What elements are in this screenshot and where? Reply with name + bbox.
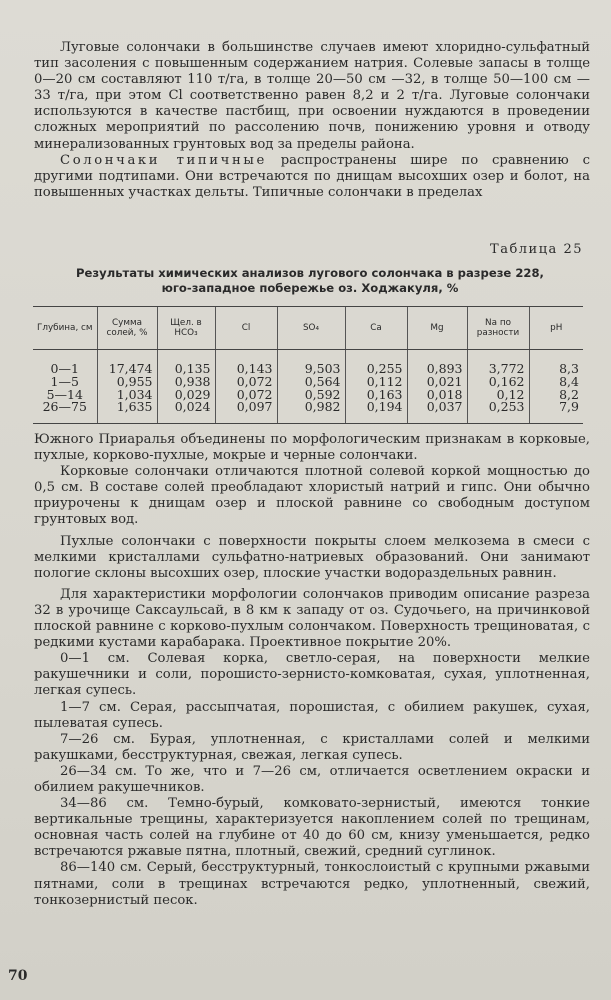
table-cell: 0,024 xyxy=(157,401,215,423)
table-cell: 0,592 xyxy=(277,389,345,402)
paragraph-crust-solonchaks: Корковые солончаки отличаются плотной солевой коркой мощностью до 0,5 см. В составе солей преобладают хлористый натрий и гипс. Они обычно приурочены к днищам озер и плоской равнине со свободным доступом грунтовых вод. xyxy=(34,464,590,528)
paragraph-continuation: Южного Приаралья объединены по морфологическим признакам в корковые, пухлые, корково-пухлые, мокрые и черные солончаки. xyxy=(34,432,590,464)
table-cell: 0—1 xyxy=(50,361,79,376)
table-cell: 1—5 xyxy=(50,373,79,389)
table-cell: 3,772 xyxy=(467,350,529,376)
table-cell: 0,112 xyxy=(345,376,407,389)
table-cell: 0,982 xyxy=(277,401,345,423)
table-cell: 0,072 xyxy=(215,376,277,389)
table-cell: 8,4 xyxy=(529,376,583,389)
table-cell: 1,034 xyxy=(97,389,157,402)
column-header: SO₄ xyxy=(277,307,345,350)
horizon-description: 7—26 см. Бурая, уплотненная, с кристаллами солей и мелкими ракушками, бесструктурная, свежая, легкая супесь. xyxy=(34,731,590,763)
horizon-description: 34—86 см. Темно-бурый, комковато-зернистый, имеются тонкие вертикальные трещины, характеризуется накоплением солей по трещинам, основная часть солей на глубине от 40 до 60 см, книзу уменьшается, редко встречаются ржавые пятна, плотный, свежий, средний суглинок. xyxy=(34,796,590,860)
table-cell: 0,938 xyxy=(157,376,215,389)
table-cell: 0,029 xyxy=(157,389,215,402)
column-header: Ca xyxy=(345,307,407,350)
table-cell: 0,135 xyxy=(157,350,215,376)
table-cell: 0,12 xyxy=(467,389,529,402)
column-header: Cl xyxy=(215,307,277,350)
table-cell: 0,162 xyxy=(467,376,529,389)
table-cell: 0,021 xyxy=(407,376,467,389)
horizon-description: 86—140 см. Серый, бесструктурный, тонкослоистый с крупными ржавыми пятнами, соли в трещинах встречаются редко, уплотненный, свежий, тонкозернистый песок. xyxy=(34,860,590,908)
paragraph-meadow-solonchaks: Луговые солончаки в большинстве случаев имеют хлоридно-сульфатный тип засоления с повышенным содержанием натрия. Солевые запасы в толще 0—20 см составляют 110 т/га, в толще 20—50 см —32, в толще 50—100 см — 33 т/га, при этом Cl соответственно равен 8,2 и 2 т/га. Луговые солончаки используются в качестве пастбищ, при освоении нуждаются в проведении сложных мероприятий по рассолению почв, понижению уровня и отводу минерализованных грунтовых вод за пределы района. xyxy=(34,40,590,152)
table-cell: 8,2 xyxy=(529,389,583,402)
analysis-table xyxy=(33,306,583,424)
table-cell: 0,194 xyxy=(345,401,407,423)
table-caption xyxy=(40,266,580,296)
paragraph-profile-description: Для характеристики морфологии солончаков приводим описание разреза 32 в урочище Саксаульсай, в 8 км к западу от оз. Судочьего, на причинковой плоской равнине с корково-пухлым солончаком. Поверхность трещиноватая, с редкими кустами карабарака. Проективное покрытие 20%. xyxy=(34,586,590,651)
table-row xyxy=(33,350,583,376)
table-row xyxy=(33,401,583,423)
table-cell: 9,503 xyxy=(277,350,345,376)
table-cell: 0,037 xyxy=(407,401,467,423)
table-cell: 0,564 xyxy=(277,376,345,389)
table-cell: 0,097 xyxy=(215,401,277,423)
spaced-term: Солончаки типичные xyxy=(60,152,267,168)
table-cell: 0,072 xyxy=(215,389,277,402)
column-header: Na по разности xyxy=(467,307,529,350)
table-cell: 1,635 xyxy=(97,401,157,423)
table-cell: 8,3 xyxy=(529,350,583,376)
page-number: 70 xyxy=(8,968,28,984)
column-header: pH xyxy=(529,307,583,350)
column-header: Сумма солей, % xyxy=(97,307,157,350)
table-cell: 17,474 xyxy=(97,350,157,376)
horizon-description: 1—7 см. Серая, рассыпчатая, порошистая, с обилием ракушек, сухая, пылеватая супесь. xyxy=(34,699,590,731)
paragraph-puffy-solonchaks: Пухлые солончаки с поверхности покрыты слоем мелкозема в смеси с мелкими кристаллами сульфатно-натриевых образований. Они занимают пологие склоны высохших озер, плоские участки водораздельных равнин. xyxy=(34,533,590,581)
table-cell: 0,163 xyxy=(345,389,407,402)
column-header: Щел. в HCO₃ xyxy=(157,307,215,350)
paragraph-rest: распространены шире по сравнению с другими подтипами. Они встречаются по днищам высохших озер и болот, на повышенных участках дельты. Типичные солончаки в пределах xyxy=(34,152,590,200)
table-cell: 7,9 xyxy=(529,401,583,423)
table-cell: 0,955 xyxy=(97,376,157,389)
table-number: Таблица 25 xyxy=(490,242,583,257)
top-text xyxy=(34,40,590,201)
bottom-text xyxy=(34,432,590,909)
table-cell: 0,143 xyxy=(215,350,277,376)
table-caption-line: Результаты химических анализов лугового солончака в разрезе 228, xyxy=(76,266,544,280)
column-header: Глубина, см xyxy=(33,307,97,350)
column-header: Mg xyxy=(407,307,467,350)
table-cell: 0,018 xyxy=(407,389,467,402)
table-caption-line: юго-западное побережье оз. Ходжакуля, % xyxy=(161,281,459,295)
table-cell: 5—14 xyxy=(46,386,83,402)
table-cell: 0,893 xyxy=(407,350,467,376)
table-header-row xyxy=(33,307,583,350)
paragraph-typical-solonchaks xyxy=(34,153,590,201)
table-cell: 0,255 xyxy=(345,350,407,376)
horizon-description: 0—1 см. Солевая корка, светло-серая, на поверхности мелкие ракушечники и соли, порошисто-зернисто-комковатая, сухая, уплотненная, легкая супесь. xyxy=(34,651,590,699)
table-cell: 0,253 xyxy=(467,401,529,423)
table-cell: 26—75 xyxy=(33,401,97,423)
horizon-description: 26—34 см. То же, что и 7—26 см, отличается осветлением окраски и обилием ракушечников. xyxy=(34,763,590,795)
